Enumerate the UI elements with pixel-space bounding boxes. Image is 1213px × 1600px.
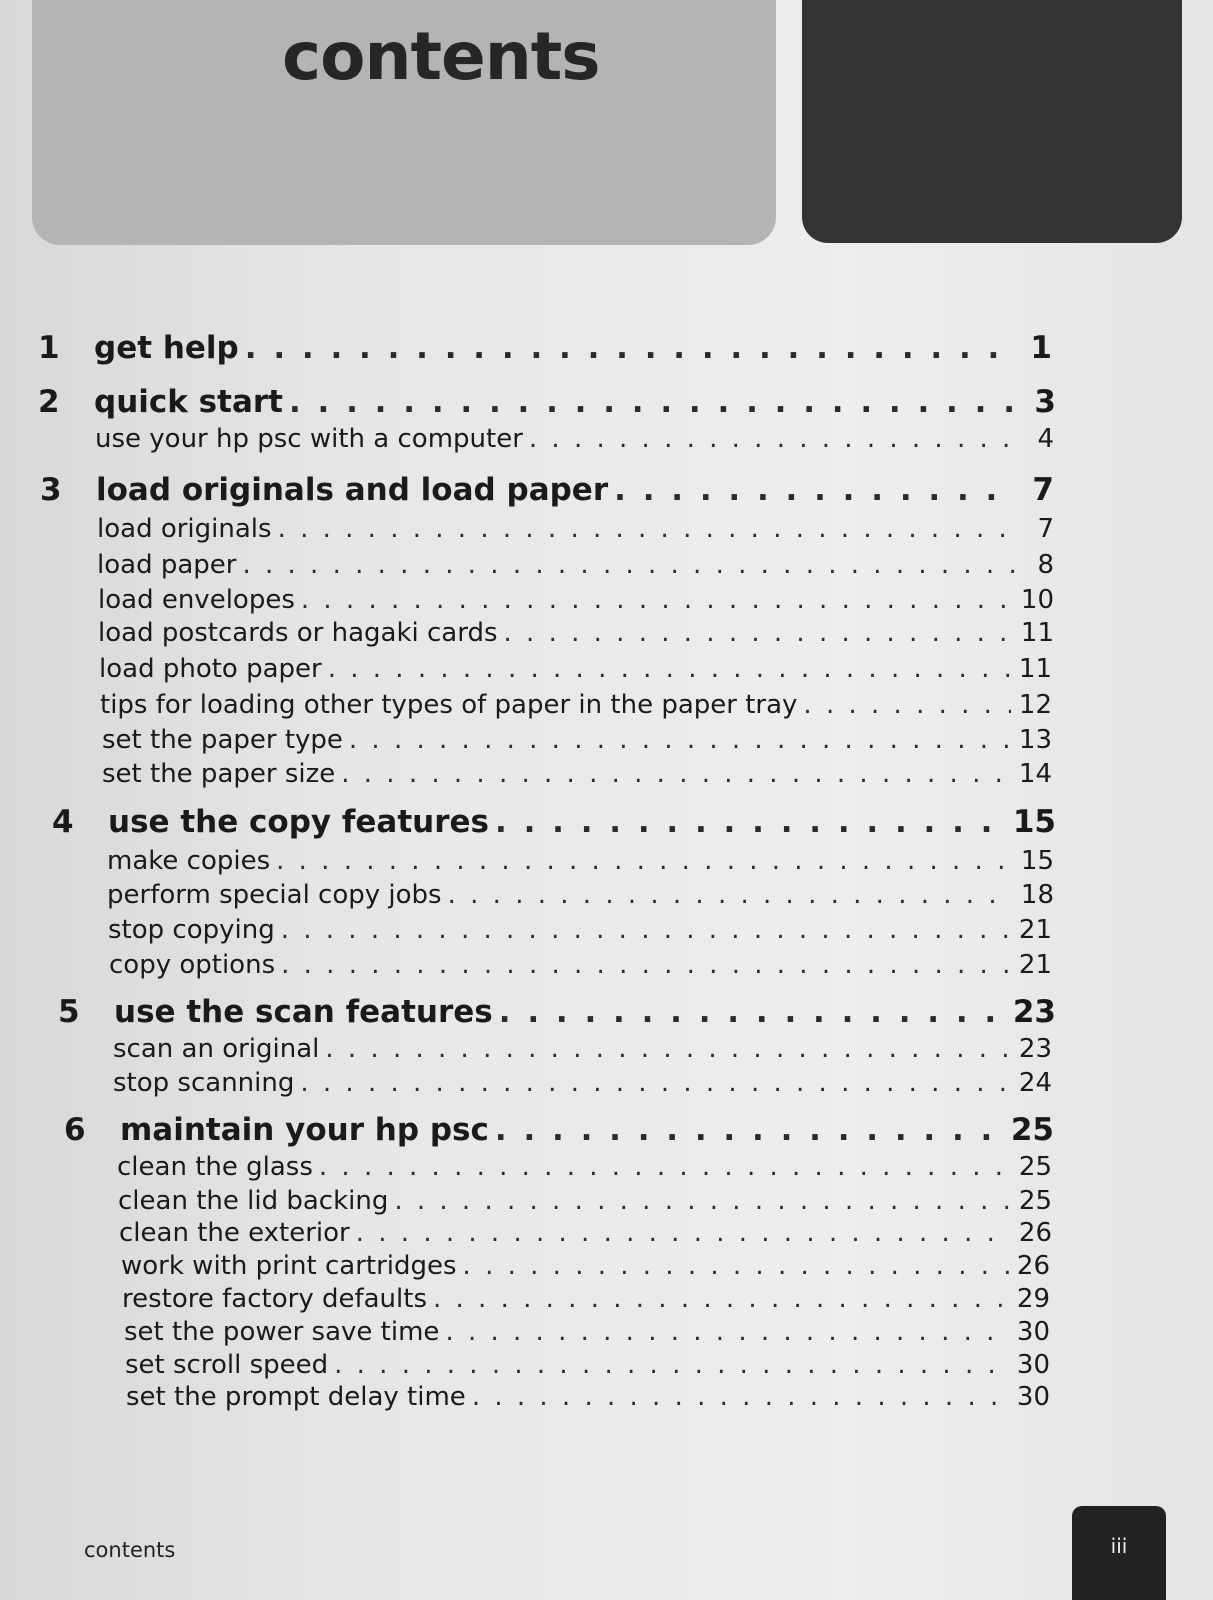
chapter-number: 6 — [64, 1112, 86, 1148]
page-reference: 3 — [1034, 384, 1056, 420]
dot-leader — [276, 846, 1013, 876]
page-reference: 12 — [1018, 690, 1052, 720]
dot-leader — [614, 472, 1016, 508]
page-reference: 7 — [1037, 514, 1054, 544]
dot-leader — [356, 1218, 1011, 1248]
dot-leader — [463, 1251, 1009, 1281]
dot-leader — [495, 804, 1005, 840]
toc-chapter-row[interactable] — [58, 994, 1056, 1030]
toc-section-row[interactable] — [100, 690, 1052, 720]
dot-leader — [394, 1186, 1011, 1216]
page-reference: 26 — [1018, 1218, 1052, 1248]
toc-section-row[interactable] — [99, 654, 1052, 684]
footer-label: contents — [84, 1538, 176, 1562]
toc-section-row[interactable] — [121, 1251, 1050, 1281]
section-title: load postcards or hagaki cards — [98, 618, 498, 648]
chapter-number: 2 — [38, 384, 60, 420]
chapter-title: quick start — [94, 384, 283, 420]
toc-section-row[interactable] — [97, 550, 1054, 580]
toc-chapter-row[interactable] — [38, 330, 1052, 366]
dot-leader — [445, 1317, 1008, 1347]
page-reference: 25 — [1010, 1112, 1054, 1148]
toc-section-row[interactable] — [118, 1186, 1052, 1216]
section-title: clean the lid backing — [118, 1186, 389, 1216]
page-number: iii — [1110, 1534, 1128, 1558]
chapter-number: 5 — [58, 994, 80, 1030]
section-title: stop scanning — [113, 1068, 295, 1098]
page-reference: 24 — [1018, 1068, 1052, 1098]
dot-leader — [281, 950, 1011, 980]
dot-leader — [325, 1034, 1011, 1064]
section-title: clean the exterior — [119, 1218, 350, 1248]
section-title: perform special copy jobs — [107, 880, 442, 910]
dot-leader — [433, 1284, 1009, 1314]
page-number-badge — [1072, 1506, 1166, 1600]
dot-leader — [245, 330, 1014, 366]
toc-section-row[interactable] — [98, 618, 1054, 648]
section-title: clean the glass — [117, 1152, 313, 1182]
page-reference: 30 — [1016, 1382, 1050, 1412]
toc-chapter-row[interactable] — [38, 384, 1056, 420]
section-title: load photo paper — [99, 654, 322, 684]
dot-leader — [289, 384, 1018, 420]
page-reference: 25 — [1018, 1152, 1052, 1182]
page-reference: 11 — [1018, 654, 1052, 684]
page-reference: 21 — [1018, 915, 1052, 945]
chapter-number: 4 — [52, 804, 74, 840]
toc-section-row[interactable] — [122, 1284, 1050, 1314]
section-title: use your hp psc with a computer — [95, 424, 523, 454]
dot-leader — [448, 880, 1013, 910]
section-title: copy options — [109, 950, 276, 980]
page-reference: 13 — [1018, 725, 1052, 755]
dot-leader — [242, 550, 1016, 580]
section-title: set the paper type — [102, 725, 343, 755]
section-title: load paper — [97, 550, 237, 580]
chapter-number: 3 — [40, 472, 62, 508]
dot-leader — [319, 1152, 1011, 1182]
section-title: tips for loading other types of paper in the paper tray — [100, 690, 798, 720]
section-title: load envelopes — [98, 585, 295, 615]
chapter-title: get help — [94, 330, 239, 366]
dot-leader — [472, 1382, 1009, 1412]
toc-section-row[interactable] — [126, 1382, 1050, 1412]
page-reference: 10 — [1020, 585, 1054, 615]
dot-leader — [349, 725, 1011, 755]
page-reference: 23 — [1018, 1034, 1052, 1064]
page-reference: 14 — [1018, 759, 1052, 789]
section-title: stop copying — [108, 915, 275, 945]
toc-section-row[interactable] — [125, 1350, 1050, 1380]
chapter-title: use the copy features — [108, 804, 489, 840]
chapter-number: 1 — [38, 330, 60, 366]
dot-leader — [499, 994, 1005, 1030]
dot-leader — [281, 915, 1011, 945]
toc-section-row[interactable] — [109, 950, 1052, 980]
toc-section-row[interactable] — [124, 1317, 1050, 1347]
section-title: restore factory defaults — [122, 1284, 427, 1314]
page-reference: 7 — [1032, 472, 1054, 508]
dot-leader — [328, 654, 1011, 684]
page-reference: 1 — [1030, 330, 1052, 366]
page-reference: 30 — [1016, 1350, 1050, 1380]
toc-section-row[interactable] — [119, 1218, 1052, 1248]
toc-section-row[interactable] — [97, 514, 1054, 544]
page-reference: 15 — [1020, 846, 1054, 876]
toc-section-row[interactable] — [102, 759, 1052, 789]
page-reference: 4 — [1037, 424, 1054, 454]
page-reference: 15 — [1012, 804, 1056, 840]
chapter-title: use the scan features — [114, 994, 493, 1030]
dot-leader — [341, 759, 1011, 789]
toc-section-row[interactable] — [98, 585, 1054, 615]
toc-chapter-row[interactable] — [64, 1112, 1054, 1148]
page-reference: 30 — [1016, 1317, 1050, 1347]
toc-section-row[interactable] — [117, 1152, 1052, 1182]
page-title: contents — [282, 18, 600, 95]
page-reference: 23 — [1012, 994, 1056, 1030]
dot-leader — [803, 690, 1010, 720]
toc-section-row[interactable] — [107, 846, 1054, 876]
toc-section-row[interactable] — [113, 1068, 1052, 1098]
section-title: scan an original — [113, 1034, 320, 1064]
page-reference: 25 — [1018, 1186, 1052, 1216]
chapter-title: maintain your hp psc — [120, 1112, 489, 1148]
dot-leader — [334, 1350, 1009, 1380]
toc-section-row[interactable] — [107, 880, 1054, 910]
dot-leader — [529, 424, 1016, 454]
dot-leader — [495, 1112, 1003, 1148]
section-title: load originals — [97, 514, 272, 544]
page-reference: 11 — [1020, 618, 1054, 648]
toc-chapter-row[interactable] — [40, 472, 1054, 508]
section-title: set scroll speed — [125, 1350, 329, 1380]
toc-section-row[interactable] — [102, 725, 1052, 755]
page-reference: 8 — [1037, 550, 1054, 580]
page-reference: 18 — [1020, 880, 1054, 910]
page-reference: 21 — [1018, 950, 1052, 980]
dot-leader — [278, 514, 1016, 544]
toc-section-row[interactable] — [113, 1034, 1052, 1064]
chapter-title: load originals and load paper — [96, 472, 609, 508]
section-title: make copies — [107, 846, 271, 876]
dot-leader — [301, 585, 1013, 615]
section-title: set the prompt delay time — [126, 1382, 466, 1412]
page-reference: 26 — [1016, 1251, 1050, 1281]
page-reference: 29 — [1016, 1284, 1050, 1314]
toc-section-row[interactable] — [108, 915, 1052, 945]
section-title: work with print cartridges — [121, 1251, 457, 1281]
toc-section-row[interactable] — [95, 424, 1054, 454]
toc-chapter-row[interactable] — [52, 804, 1056, 840]
dot-leader — [300, 1068, 1011, 1098]
section-title: set the paper size — [102, 759, 336, 789]
dot-leader — [504, 618, 1013, 648]
section-title: set the power save time — [124, 1317, 440, 1347]
